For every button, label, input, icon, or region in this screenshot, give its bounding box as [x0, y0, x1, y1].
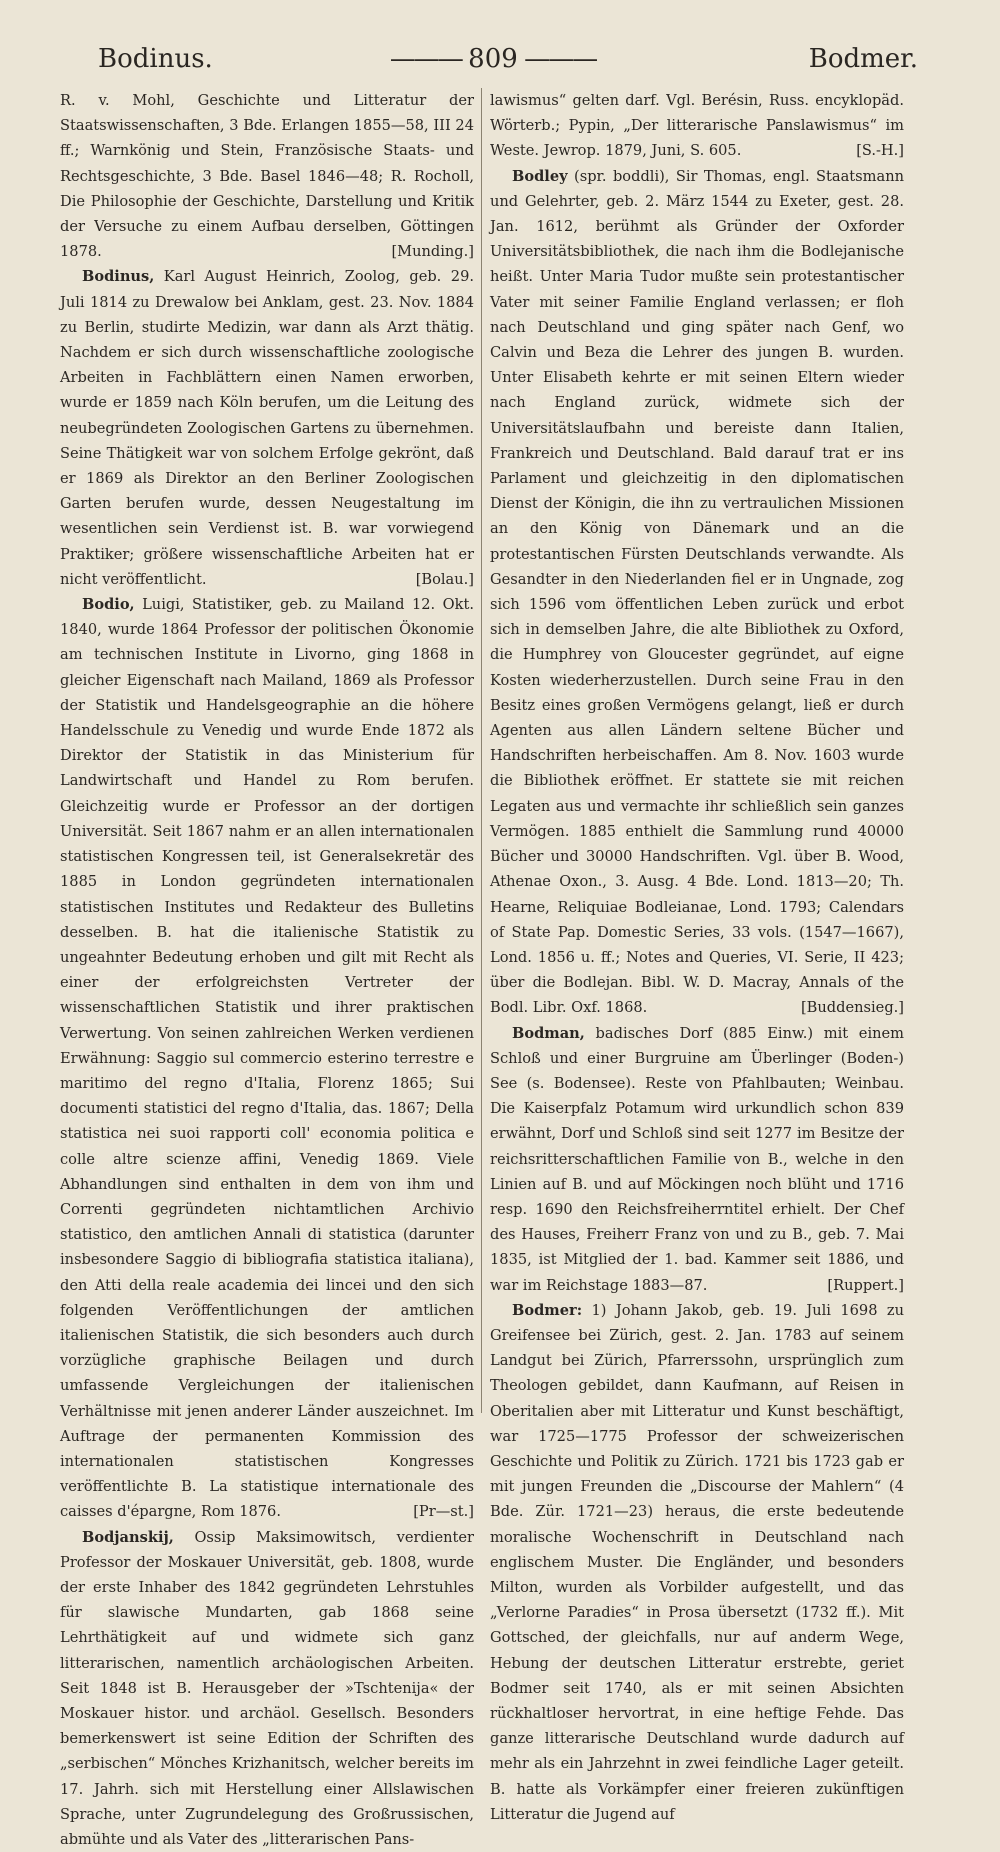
lexicon-entry — [490, 1021, 904, 1298]
text-columns — [60, 88, 922, 1849]
author-signature: [Pr—st.] — [413, 1503, 474, 1521]
entry-headword: Bodio, — [82, 596, 135, 614]
entry-text: Ossip Maksimowitsch, verdienter Professor der Moskauer Universität, geb. 1808, wurde der erste Inhaber des 1842 gegründeten Lehrstuhles für slawische Mundarten, gab 1868 seine Lehrthätigkeit auf und widmete sich ganz litterarischen, namentlich archäologischen Arbeiten. Seit 1848 ist B. Herausgeber der »Tschtenija« der Moskauer histor. und archäol. Gesellsch. Besonders bemerkenswert ist seine Edition der Schriften des „serbischen“ Mönches Krizhanitsch, welcher bereits im 17. Jahrh. sich mit Herstellung einer Allslawischen Sprache, unter Zugrundelegung des Großrussischen, abmühte und als Vater des „litterarischen Pans- — [60, 1528, 474, 1849]
entry-continuation — [490, 88, 904, 164]
author-signature: [S.-H.] — [856, 142, 904, 160]
lexicon-entry — [60, 1525, 474, 1852]
entry-text: badisches Dorf (885 Einw.) mit einem Schloß und einer Burgruine am Überlinger (Boden-) See (s. Bodensee). Reste von Pfahlbauten; Weinbau. Die Kaiserpfalz Potamum wird urkundlich schon 839 erwähnt, Dorf und Schloß sind seit 1277 im Besitze der reichsritterschaftlichen Familie von B., welche in den Linien auf B. und auf Möckingen noch blüht und 1716 resp. 1690 den Reichsfreiherrntitel erhielt. Der Chef des Hauses, Freiherr Franz von und zu B., geb. 7. Mai 1835, ist Mitglied der 1. bad. Kammer seit 1886, und war im Reichstage 1883—87. — [490, 1024, 904, 1294]
entry-text: Luigi, Statistiker, geb. zu Mailand 12. Okt. 1840, wurde 1864 Professor der politischen Ökonomie am technischen Institute in Livorno, ging 1868 in gleicher Eigenschaft nach Mailand, 1869 als Professor der Statistik und Handelsgeographie an die höhere Handelsschule zu Venedig und wurde Ende 1872 als Direktor der Statistik in das Ministerium für Landwirtschaft und Handel zu Rom berufen. Gleichzeitig wurde er Professor an der dortigen Universität. Seit 1867 nahm er an allen internationalen statistischen Kongressen teil, ist Generalsekretär des 1885 in London gegründeten internationalen statistischen Institutes und Redakteur des Bulletins desselben. B. hat die italienische Statistik zu ungeahnter Bedeutung erhoben und gilt mit Recht als einer der erfolgreichsten Vertreter der wissenschaftlichen Statistik und ihrer praktischen Verwertung. Von seinen zahlreichen Werken verdienen Erwähnung: Saggio sul commercio esterino terrestre e maritimo del regno d'Italia, Florenz 1865; Sui documenti statistici del regno d'Italia, das. 1867; Della statistica nei suoi rapporti coll' economia politica e colle altre scienze affini, Venedig 1869. Viele Abhandlungen sind enthalten in dem von ihm und Correnti gegründeten nichtamtlichen Archivio statistico, den amtlichen Annali di statistica (darunter insbesondere Saggio di bibliografia statistica italiana), den Atti della reale academia dei lincei und den sich folgenden Veröffentlichungen der amtlichen italienischen Statistik, die sich besonders auch durch vorzügliche graphische Beilagen und durch umfassende Vergleichungen der italienischen Verhältnisse mit jenen anderer Länder auszeichnet. Im Auftrage der permanenten Kommission des internationalen statistischen Kongresses veröffentlichte B. La statistique internationale des caisses d'épargne, Rom 1876. — [60, 596, 474, 1521]
author-signature: [Buddensieg.] — [800, 999, 904, 1017]
lexicon-entry — [60, 264, 474, 592]
author-signature: [Ruppert.] — [827, 1276, 904, 1294]
entry-text: Karl August Heinrich, Zoolog, geb. 29. Juli 1814 zu Drewalow bei Anklam, gest. 23. Nov. 1884 zu Berlin, studirte Medizin, war dann als Arzt thätig. Nachdem er sich durch wissenschaftliche zoologische Arbeiten in Fachblättern einen Namen erworben, wurde er 1859 nach Köln berufen, um die Leitung des neubegründeten Zoologischen Gartens zu übernehmen. Seine Thätigkeit war von solchem Erfolge gekrönt, daß er 1869 als Direktor an den Berliner Zoologischen Garten berufen wurde, dessen Neugestaltung im wesentlichen sein Verdienst ist. B. war vorwiegend Praktiker; größere wissenschaftliche Arbeiten hat er nicht veröffentlicht. — [60, 268, 474, 588]
lexicon-entry — [60, 592, 474, 1525]
entry-headword: Bodley — [512, 167, 568, 185]
page-number: ——— 809 ——— — [389, 44, 597, 74]
entry-continuation — [60, 88, 474, 264]
left-column — [60, 88, 474, 1852]
entry-headword: Bodman, — [512, 1024, 585, 1042]
column-divider — [481, 88, 482, 1413]
entry-text: lawismus“ gelten darf. Vgl. Berésin, Russ. encyklopäd. Wörterb.; Pypin, „Der litterarische Panslawismus“ im Weste. Jewrop. 1879, Juni, S. 605. — [490, 92, 904, 160]
header-right-keyword: Bodmer. — [808, 44, 918, 74]
running-header — [68, 44, 918, 84]
entry-headword: Bodinus, — [82, 268, 155, 286]
lexicon-entry — [490, 1298, 904, 1827]
author-signature: [Bolau.] — [415, 570, 474, 588]
entry-text: 1) Johann Jakob, geb. 19. Juli 1698 zu Greifensee bei Zürich, gest. 2. Jan. 1783 auf seinem Landgut bei Zürich, Pfarrerssohn, ursprünglich zum Theologen gebildet, dann Kaufmann, auf Reisen in Oberitalien aber mit Litteratur und Kunst beschäftigt, war 1725—1775 Professor der schweizerischen Geschichte und Politik zu Zürich. 1721 bis 1723 gab er mit jungen Freunden die „Discourse der Mahlern“ (4 Bde. Zür. 1721—23) heraus, die erste bedeutende moralische Wochenschrift in Deutschland nach englischem Muster. Die Engländer, und besonders Milton, wurden als Vorbilder aufgestellt, und das „Verlorne Paradies“ in Prosa übersetzt (1732 ff.). Mit Gottsched, der gleichfalls, nur auf anderm Wege, Hebung der deutschen Litteratur erstrebte, geriet Bodmer seit 1740, als er mit seinen Absichten rückhaltloser hervortrat, in eine heftige Fehde. Das ganze litterarische Deutschland wurde dadurch auf mehr als ein Jahrzehnt in zwei feindliche Lager geteilt. B. hatte als Vorkämpfer einer freieren zukünftigen Litteratur die Jugend auf — [490, 1301, 904, 1823]
entry-text: (spr. boddli), Sir Thomas, engl. Staatsmann und Gelehrter, geb. 2. März 1544 zu Exeter, gest. 28. Jan. 1612, berühmt als Gründer der Oxforder Universitätsbibliothek, die nach ihm die Bodlejanische heißt. Unter Maria Tudor mußte sein protestantischer Vater mit seiner Familie England verlassen; er floh nach Deutschland und ging später nach Genf, wo Calvin und Beza die Lehrer des jungen B. wurden. Unter Elisabeth kehrte er mit seinen Eltern wieder nach England zurück, widmete sich der Universitätslaufbahn und bereiste dann Italien, Frankreich und Deutschland. Bald darauf trat er ins Parlament und gleichzeitig in den diplomatischen Dienst der Königin, die ihn zu vertraulichen Missionen an den König von Dänemark und an die protestantischen Fürsten Deutschlands verwandte. Als Gesandter in den Niederlanden fiel er in Ungnade, zog sich 1596 vom öffentlichen Leben zurück und erbot sich in demselben Jahre, die alte Bibliothek zu Oxford, die Humphrey von Gloucester gegründet, auf eigne Kosten wiederherzustellen. Durch seine Frau in den Besitz eines großen Vermögens gelangt, ließ er durch Agenten aus allen Ländern seltene Bücher und Handschriften herbeischaffen. Am 8. Nov. 1603 wurde die Bibliothek eröffnet. Er stattete sie mit reichen Legaten aus und vermachte ihr schließlich sein ganzes Vermögen. 1885 enthielt die Sammlung rund 40000 Bücher und 30000 Handschriften. Vgl. über B. Wood, Athenae Oxon., 3. Ausg. 4 Bde. Lond. 1813—20; Th. Hearne, Reliquiae Bodleianae, Lond. 1793; Calendars of State Pap. Domestic Series, 33 vols. (1547—1667), Lond. 1856 u. ff.; Notes and Queries, VI. Serie, II 423; über die Bodlejan. Bibl. W. D. Macray, Annals of the Bodl. Libr. Oxf. 1868. — [490, 167, 904, 1017]
entry-text: R. v. Mohl, Geschichte und Litteratur der Staatswissenschaften, 3 Bde. Erlangen 1855—58, III 24 ff.; Warnkönig und Stein, Französische Staats- und Rechtsgeschichte, 3 Bde. Basel 1846—48; R. Rocholl, Die Philosophie der Geschichte, Darstellung und Kritik der Versuche zu einem Aufbau derselben, Göttingen 1878. — [60, 92, 474, 261]
page-number-text: 809 — [468, 44, 518, 74]
entry-headword: Bodjanskij, — [82, 1528, 174, 1546]
lexicon-entry — [490, 164, 904, 1021]
right-column — [490, 88, 904, 1827]
entry-headword: Bodmer: — [512, 1301, 583, 1319]
header-left-keyword: Bodinus. — [98, 44, 213, 74]
author-signature: [Munding.] — [391, 243, 474, 261]
